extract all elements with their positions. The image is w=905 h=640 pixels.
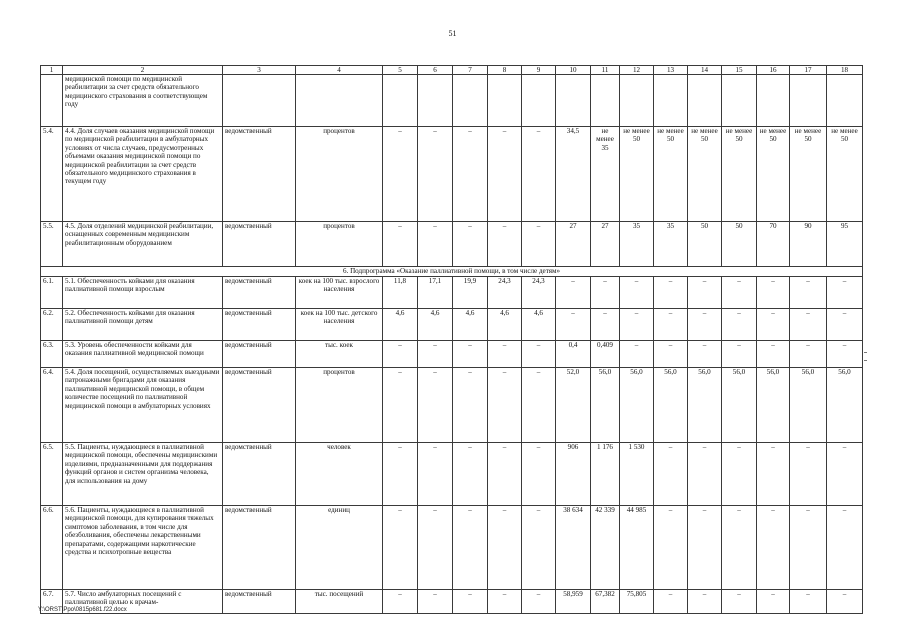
margin-mark xyxy=(864,352,867,353)
value-cell: не менее 50 xyxy=(827,127,863,222)
value-cell: – xyxy=(488,341,522,368)
value-cell: – xyxy=(688,506,722,590)
column-number: 8 xyxy=(488,66,522,75)
column-number: 17 xyxy=(790,66,827,75)
value-cell: – xyxy=(522,368,556,443)
value-cell: – xyxy=(688,443,722,506)
column-number: 15 xyxy=(722,66,757,75)
value-cell xyxy=(688,75,722,127)
value-cell xyxy=(790,75,827,127)
indicator-name-cell: 4.4. Доля случаев оказания медицинской помощи по медицинской реабилитации в амбулаторных условиях от числа случаев, предусмотренных объемами оказания медицинской помощи по медицинской реабилитации за счет средств обязательного медицинского страхования в текущем году xyxy=(63,127,223,222)
value-cell: – xyxy=(522,341,556,368)
indicator-type-cell: ведомственный xyxy=(223,443,296,506)
table-row xyxy=(41,368,863,443)
value-cell xyxy=(556,75,591,127)
indicator-type-cell: ведомственный xyxy=(223,368,296,443)
value-cell: 35 xyxy=(654,222,688,267)
table-row xyxy=(41,341,863,368)
value-cell: 4,6 xyxy=(453,309,488,341)
value-cell: – xyxy=(790,590,827,614)
column-number: 5 xyxy=(383,66,418,75)
value-cell: 4,6 xyxy=(418,309,453,341)
indicator-name-cell: 5.2. Обеспеченность койками для оказания паллиативной помощи детям xyxy=(63,309,223,341)
indicator-name-cell: 5.7. Число амбулаторных посещений с паллиативной целью к врачам- xyxy=(63,590,223,614)
value-cell: 1 530 xyxy=(620,443,654,506)
value-cell: – xyxy=(757,506,790,590)
value-cell: – xyxy=(453,506,488,590)
unit-cell: процентов xyxy=(296,368,383,443)
value-cell: – xyxy=(418,368,453,443)
value-cell: 56,0 xyxy=(757,368,790,443)
row-number-cell xyxy=(41,75,63,127)
indicator-name-cell: 5.3. Уровень обеспеченности койками для оказания паллиативной медицинской помощи xyxy=(63,341,223,368)
indicator-name-cell: 5.4. Доля посещений, осуществляемых выездными патронажными бригадами для оказания паллиативной медицинской помощи, в общем количестве посещений по паллиативной медицинской помощи в амбулаторных условиях xyxy=(63,368,223,443)
value-cell: – xyxy=(620,277,654,309)
indicator-name-cell: 4.5. Доля отделений медицинской реабилитации, оснащенных современным медицинским реабилитационным оборудованием xyxy=(63,222,223,267)
page-number: 51 xyxy=(448,29,457,38)
value-cell: – xyxy=(827,341,863,368)
column-number: 16 xyxy=(757,66,790,75)
indicator-type-cell xyxy=(223,75,296,127)
value-cell: – xyxy=(488,443,522,506)
indicator-table xyxy=(40,65,863,614)
value-cell: 0,4 xyxy=(556,341,591,368)
value-cell: – xyxy=(522,222,556,267)
value-cell: – xyxy=(654,341,688,368)
row-number-cell: 6.3. xyxy=(41,341,63,368)
column-number: 2 xyxy=(63,66,223,75)
unit-cell: человек xyxy=(296,443,383,506)
value-cell: – xyxy=(790,277,827,309)
value-cell: 24,3 xyxy=(522,277,556,309)
value-cell: – xyxy=(383,506,418,590)
value-cell: 56,0 xyxy=(591,368,620,443)
value-cell: – xyxy=(757,341,790,368)
value-cell xyxy=(591,75,620,127)
value-cell: не менее 50 xyxy=(757,127,790,222)
value-cell: – xyxy=(722,341,757,368)
value-cell: 44 985 xyxy=(620,506,654,590)
value-cell: – xyxy=(383,443,418,506)
value-cell xyxy=(383,75,418,127)
value-cell: – xyxy=(827,309,863,341)
value-cell: – xyxy=(722,277,757,309)
value-cell: – xyxy=(488,506,522,590)
value-cell: – xyxy=(418,127,453,222)
value-cell xyxy=(722,75,757,127)
value-cell: – xyxy=(688,277,722,309)
column-number: 13 xyxy=(654,66,688,75)
value-cell: 56,0 xyxy=(620,368,654,443)
value-cell: 11,8 xyxy=(383,277,418,309)
value-cell: – xyxy=(522,506,556,590)
value-cell: – xyxy=(488,590,522,614)
row-number-cell: 6.6. xyxy=(41,506,63,590)
value-cell: не менее 35 xyxy=(591,127,620,222)
table-row xyxy=(41,443,863,506)
value-cell: – xyxy=(688,590,722,614)
value-cell: – xyxy=(591,277,620,309)
value-cell xyxy=(654,75,688,127)
row-number-cell: 6.7. xyxy=(41,590,63,614)
value-cell: – xyxy=(488,368,522,443)
unit-cell: тыс. посещений xyxy=(296,590,383,614)
column-number: 14 xyxy=(688,66,722,75)
value-cell: – xyxy=(790,309,827,341)
unit-cell: коек на 100 тыс. взрослого населения xyxy=(296,277,383,309)
value-cell: – xyxy=(453,222,488,267)
value-cell: 58,959 xyxy=(556,590,591,614)
value-cell: – xyxy=(827,590,863,614)
value-cell xyxy=(488,75,522,127)
value-cell: – xyxy=(556,277,591,309)
indicator-type-cell: ведомственный xyxy=(223,277,296,309)
value-cell xyxy=(620,75,654,127)
value-cell: 34,5 xyxy=(556,127,591,222)
value-cell: – xyxy=(453,590,488,614)
value-cell: – xyxy=(722,309,757,341)
value-cell xyxy=(453,75,488,127)
value-cell: 906 xyxy=(556,443,591,506)
value-cell: – xyxy=(488,127,522,222)
subprogram-heading: 6. Подпрограмма «Оказание паллиативной помощи, в том числе детям» xyxy=(41,267,863,277)
value-cell: – xyxy=(522,127,556,222)
indicator-type-cell: ведомственный xyxy=(223,506,296,590)
value-cell: – xyxy=(757,443,790,506)
value-cell: – xyxy=(722,443,757,506)
unit-cell: коек на 100 тыс. детского населения xyxy=(296,309,383,341)
unit-cell: процентов xyxy=(296,127,383,222)
value-cell: – xyxy=(654,443,688,506)
value-cell: 4,6 xyxy=(522,309,556,341)
unit-cell xyxy=(296,75,383,127)
value-cell: – xyxy=(383,341,418,368)
value-cell: – xyxy=(790,506,827,590)
unit-cell: тыс. коек xyxy=(296,341,383,368)
value-cell: – xyxy=(453,443,488,506)
value-cell xyxy=(418,75,453,127)
column-number: 10 xyxy=(556,66,591,75)
subprogram-heading-row xyxy=(41,267,863,277)
row-number-cell: 6.1. xyxy=(41,277,63,309)
value-cell: – xyxy=(383,368,418,443)
value-cell: – xyxy=(418,443,453,506)
value-cell: – xyxy=(383,127,418,222)
value-cell: 42 339 xyxy=(591,506,620,590)
column-number: 1 xyxy=(41,66,63,75)
value-cell: 56,0 xyxy=(654,368,688,443)
column-number: 3 xyxy=(223,66,296,75)
value-cell xyxy=(757,75,790,127)
indicator-type-cell: ведомственный xyxy=(223,309,296,341)
indicator-name-cell: 5.5. Пациенты, нуждающиеся в паллиативной медицинской помощи, обеспечены медицинскими изделиями, предназначенными для поддержания функций органов и систем организма человека, для использования на дому xyxy=(63,443,223,506)
column-number: 11 xyxy=(591,66,620,75)
value-cell: – xyxy=(488,222,522,267)
indicator-type-cell: ведомственный xyxy=(223,127,296,222)
unit-cell: процентов xyxy=(296,222,383,267)
column-number-row xyxy=(41,66,863,75)
file-path-footer: Y:\ORST\Ppo\0815p681.f22.docx xyxy=(38,607,127,613)
value-cell: 70 xyxy=(757,222,790,267)
column-number: 12 xyxy=(620,66,654,75)
value-cell: не менее 50 xyxy=(722,127,757,222)
value-cell: – xyxy=(757,590,790,614)
value-cell: – xyxy=(790,341,827,368)
value-cell xyxy=(827,75,863,127)
value-cell: – xyxy=(827,506,863,590)
indicator-type-cell: ведомственный xyxy=(223,341,296,368)
value-cell: – xyxy=(591,309,620,341)
value-cell: – xyxy=(418,590,453,614)
column-number: 7 xyxy=(453,66,488,75)
value-cell: – xyxy=(418,341,453,368)
value-cell: не менее 50 xyxy=(790,127,827,222)
value-cell: 56,0 xyxy=(688,368,722,443)
value-cell: – xyxy=(383,590,418,614)
value-cell: 50 xyxy=(722,222,757,267)
column-number: 9 xyxy=(522,66,556,75)
column-number: 4 xyxy=(296,66,383,75)
value-cell xyxy=(522,75,556,127)
value-cell: 67,382 xyxy=(591,590,620,614)
value-cell: – xyxy=(383,222,418,267)
value-cell: 19,9 xyxy=(453,277,488,309)
column-number: 6 xyxy=(418,66,453,75)
column-number: 18 xyxy=(827,66,863,75)
value-cell: – xyxy=(556,309,591,341)
value-cell: 56,0 xyxy=(722,368,757,443)
table-row xyxy=(41,127,863,222)
indicator-name-cell: медицинской помощи по медицинской реабилитации за счет средств обязательного медицинского страхования в соответствующем году xyxy=(63,75,223,127)
value-cell: – xyxy=(522,590,556,614)
value-cell: – xyxy=(757,309,790,341)
margin-mark xyxy=(864,360,867,361)
value-cell: 38 634 xyxy=(556,506,591,590)
row-number-cell: 6.5. xyxy=(41,443,63,506)
value-cell: 4,6 xyxy=(488,309,522,341)
value-cell: 4,6 xyxy=(383,309,418,341)
table-row xyxy=(41,222,863,267)
value-cell: не менее 50 xyxy=(688,127,722,222)
value-cell: 24,3 xyxy=(488,277,522,309)
value-cell: 52,0 xyxy=(556,368,591,443)
value-cell: – xyxy=(620,309,654,341)
indicator-name-cell: 5.6. Пациенты, нуждающиеся в паллиативной медицинской помощи, для купирования тяжелых симптомов заболевания, в том числе для обезболивания, обеспечены лекарственными препаратами, содержащими наркотические средства и психотропные вещества xyxy=(63,506,223,590)
value-cell: 0,409 xyxy=(591,341,620,368)
value-cell: – xyxy=(654,506,688,590)
value-cell: не менее 50 xyxy=(620,127,654,222)
unit-cell: единиц xyxy=(296,506,383,590)
value-cell: 27 xyxy=(556,222,591,267)
value-cell: – xyxy=(654,309,688,341)
value-cell: – xyxy=(620,341,654,368)
table-row xyxy=(41,75,863,127)
value-cell: – xyxy=(522,443,556,506)
indicator-type-cell: ведомственный xyxy=(223,222,296,267)
value-cell: 56,0 xyxy=(790,368,827,443)
table-row xyxy=(41,277,863,309)
value-cell: 1 176 xyxy=(591,443,620,506)
value-cell: 17,1 xyxy=(418,277,453,309)
value-cell: 56,0 xyxy=(827,368,863,443)
row-number-cell: 6.4. xyxy=(41,368,63,443)
value-cell: – xyxy=(722,590,757,614)
value-cell: 27 xyxy=(591,222,620,267)
value-cell: – xyxy=(453,368,488,443)
row-number-cell: 5.5. xyxy=(41,222,63,267)
value-cell: 90 xyxy=(790,222,827,267)
table-row xyxy=(41,309,863,341)
row-number-cell: 5.4. xyxy=(41,127,63,222)
value-cell: 75,805 xyxy=(620,590,654,614)
value-cell: – xyxy=(418,222,453,267)
value-cell: 35 xyxy=(620,222,654,267)
value-cell: – xyxy=(654,277,688,309)
indicator-name-cell: 5.1. Обеспеченность койками для оказания паллиативной помощи взрослым xyxy=(63,277,223,309)
row-number-cell: 6.2. xyxy=(41,309,63,341)
value-cell: – xyxy=(453,341,488,368)
value-cell: – xyxy=(688,341,722,368)
value-cell: 95 xyxy=(827,222,863,267)
value-cell: – xyxy=(827,277,863,309)
value-cell: не менее 50 xyxy=(654,127,688,222)
indicator-type-cell: ведомственный xyxy=(223,590,296,614)
value-cell: – xyxy=(418,506,453,590)
value-cell: 50 xyxy=(688,222,722,267)
value-cell: – xyxy=(654,590,688,614)
value-cell: – xyxy=(688,309,722,341)
value-cell: – xyxy=(790,443,827,506)
value-cell: – xyxy=(827,443,863,506)
value-cell: – xyxy=(722,506,757,590)
value-cell: – xyxy=(757,277,790,309)
table-row xyxy=(41,506,863,590)
table-row xyxy=(41,590,863,614)
value-cell: – xyxy=(453,127,488,222)
